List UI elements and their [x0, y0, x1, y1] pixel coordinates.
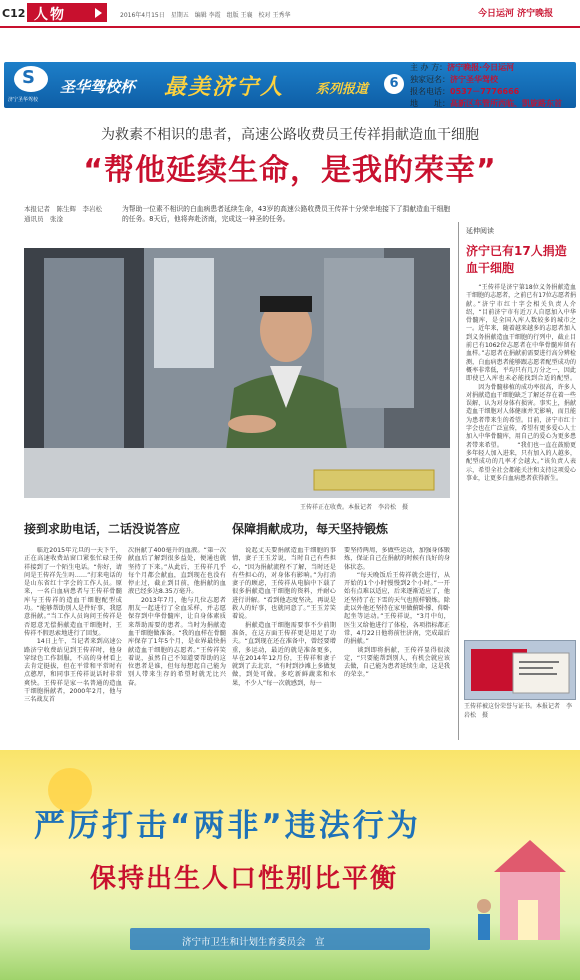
- sidebar-divider: [458, 222, 459, 740]
- info-label: 主 办 方: [410, 63, 440, 72]
- article-lead: 为帮助一位素不相识的白血病患者延续生命，43岁的高速公路收费员王传祥十分荣幸地接下了捐献造血干细胞的任务。8天后，他将奔赴济南，完成这一神圣的任务。: [122, 205, 451, 223]
- info-value: 0537－7776666: [450, 87, 520, 96]
- article-headline: “帮他延续生命，是我的荣幸”: [83, 153, 497, 188]
- toll-booth-illustration: [24, 248, 450, 498]
- byline-reporters: 本报记者 陈生辉 李岩松: [24, 205, 102, 213]
- sidebar-caption: 王传祥被这份荣誉与证书。本报记者 李岩松 摄: [464, 703, 573, 719]
- ad-slogan-2: 保持出生人口性别比平衡: [90, 864, 399, 894]
- certificate-photo: [464, 640, 576, 700]
- photo-caption: 王传祥正在收费。本报记者 李岩松 摄: [300, 504, 409, 511]
- info-label: 独家冠名: [410, 75, 442, 84]
- issue-meta: 2016年4月15日 星期五 编辑 李霞 组版 王襄 校对 王秀华: [120, 12, 291, 19]
- banner-info-row: 独家冠名：济宁圣华驾校: [410, 75, 498, 84]
- info-value: 济宁圣华驾校: [450, 75, 498, 84]
- sidebar-tag: 延伸阅读: [466, 227, 494, 235]
- article-column: 临近2015年元旦的一天下午，正在高速收费站窗口紧张忙碌王传祥接到了一个陌生电话。“你好，请问是王传祥先生吗……”打来电话的是山东省红十字会的工作人员。原来，一名白血病患者与王传祥骨髓库与王传祥的造血干细胞配型成功。“能够帮助别人是件好事，我愿意捐献。”当工作人员询问王传祥是否愿意无偿捐献造血干细胞时，王传祥不假思索地进行了回复。 14日上午，当记者来到高速公路济宁收费站见到王传祥时，他身穿绿色工作制服，不高的身材看上去肯定挺拔，但在平常和平常时有点憨厚，和同事王传祥说话时非常爽快。王传祥是家一名普通的造血干细胞捐献者，2000年2月，他与三名战友首: [24, 547, 122, 704]
- banner-school: 圣华驾校杯: [60, 78, 136, 96]
- banner-series: 系列报道: [316, 82, 369, 97]
- page-number: C12: [2, 7, 26, 20]
- sidebar-body: “王传祥是济宁第18位义务捐献造血干细胞的志愿者，之前已有17位志愿者捐献。”济宁市红十字会相关负责人介绍，“目前济宁市有近万人自愿加入中华骨髓库，是全国入库人数较多的城市之一。近年来，随着越来越多的志愿者加入到义务捐献造血干细胞的行列中，截止目前已有1062位志愿者在中华骨髓库留有血样。”志愿者在捐献前需要进行高分辨检测，白血病患者能够跟志愿者配型成功的概率非常低，平均只有几万分之一，因此即使已入库也未必能找到合适的配型。 因为骨髓移植的成功率很高，许多人对捐献造血干细胞缺乏了解还存在着一些误解，认为对身体有损害。事实上，捐献造血干细胞对人体健康并无影响，而且能为患者带来生的希望。目前，济宁市红十字会也在广泛宣传，希望有更多爱心人士加入中华骨髓库，用自己的爱心为更多患者带来希望。 “我们也一直在鼓励更多年轻人加入进来，只有加入的人越多，配型成功的几率才会越大。”该负责人表示，希望全社会都能关注和支持这项爱心事业，让更多白血病患者获得新生。: [466, 284, 576, 482]
- article-column: 要坚持两周，多做些运动，加强身体锻炼，保证自己在捐献的时候有良好的身体状态。 “每天晚饭后王传祥就会进行，从开始的1个小时慢慢到2个小时。”一开始有点难以适应，后来逐渐适应了，他还坚持了在下雪的天气也照样锻炼。除此以外他还坚持在家里做俯卧撑、仰卧起坐等运动。”王传祥说，“3月中旬，医生又给他进行了体检，各项指标都正常，4月22日他将前往济南，完成最后的捐献。” 谈到即将捐献，王传祥显得很淡定，“只要能帮到别人，有机会就应该去做，自己能为患者延续生命，这是我的荣幸。”: [344, 547, 450, 679]
- banner-info-row: 主 办 方：济宁晚报·今日运河: [410, 63, 515, 72]
- certificate-illustration: [465, 641, 575, 699]
- info-label: 报名电话: [410, 87, 442, 96]
- logo-caption: 济宁圣华驾校: [8, 97, 39, 103]
- arrow-icon: [95, 8, 102, 18]
- banner-info-row: 报名电话：0537－7776666: [410, 87, 520, 96]
- article-column: 次捐献了400毫升的血液。“第一次献血后了解到很多益处，便通也就坚持了下来。”从此后，王传祥几乎每个月都会献血，直到现在也没有停止过，截止到目前，他捐献的血液已经多达8.35万毫升。 2013年7月，他与几位志愿者朋友一起进行了全血采样，并志愿保存到中华骨髓库，让自身体素质来帮助需要的患者。当时为捐献造血干细胞做准备。“我的血样在骨髓库保存了1年5个月，是业界最快捐献造血干细胞的志愿者。”王传祥笑着说，虽然自己不知道要帮助的这位患者是谁，但每每想起自己能为别人带来生存的希望时就无比兴奋。: [128, 547, 226, 687]
- subheading-2: 保障捐献成功，每天坚持锻炼: [232, 522, 389, 536]
- ad-slogan-1: 严厉打击“两非”违法行为: [34, 808, 421, 844]
- series-number-badge: 6: [384, 74, 404, 94]
- subheading-1: 接到求助电话，二话没说答应: [24, 522, 181, 536]
- banner-title: 最美济宁人: [164, 75, 285, 100]
- article-photo: [24, 248, 450, 498]
- ad-sponsor: 济宁市卫生和计划生育委员会 宣: [182, 937, 325, 948]
- logo-s-icon: S: [22, 67, 35, 88]
- paper-name: 今日运河 济宁晚报: [478, 9, 554, 19]
- article-kicker: 为救素不相识的患者，高速公路收费员王传祥捐献造血干细胞: [101, 127, 479, 143]
- section-title: 人物: [34, 7, 66, 23]
- byline-correspondent: 通讯员 张淦: [24, 215, 63, 223]
- info-value: 济宁晚报·今日运河: [447, 63, 515, 72]
- banner-info-row: 地 址：高新区车管所西临、凯旋路东首: [410, 99, 562, 108]
- sidebar-title: 济宁已有17人捐造血干细胞: [466, 244, 567, 275]
- info-value: 高新区车管所西临、凯旋路东首: [450, 99, 562, 108]
- article-column: 说起丈夫要捐献造血干细胞的事情，妻子王玉芳说，当时自己有些担心，“因为捐献流程不了解，当时还是有些担心的，对身体有影响。”为打消妻子的顾虑，王传祥从电脑中下载了很多捐献造血干细胞的资料，并耐心进行讲解。“看到他态度坚决，再说是救人的好事，也就同意了。”王玉芳笑着说。 捐献造血干细胞需要事不少前期准备，在这方面王传祥更是用足了功夫。“直到现在还在准备中，曾经要增重，多运动，最近的就是准备更多，早在2014年12月份，王传祥和妻子就到了去北京，“有时到沙滩上多做复做，到处可做。多吃新鲜蔬菜和水果，不少人”每一次就感到，每一: [232, 547, 336, 687]
- info-label: 地 址: [410, 99, 442, 108]
- family-house-illustration: [470, 830, 574, 950]
